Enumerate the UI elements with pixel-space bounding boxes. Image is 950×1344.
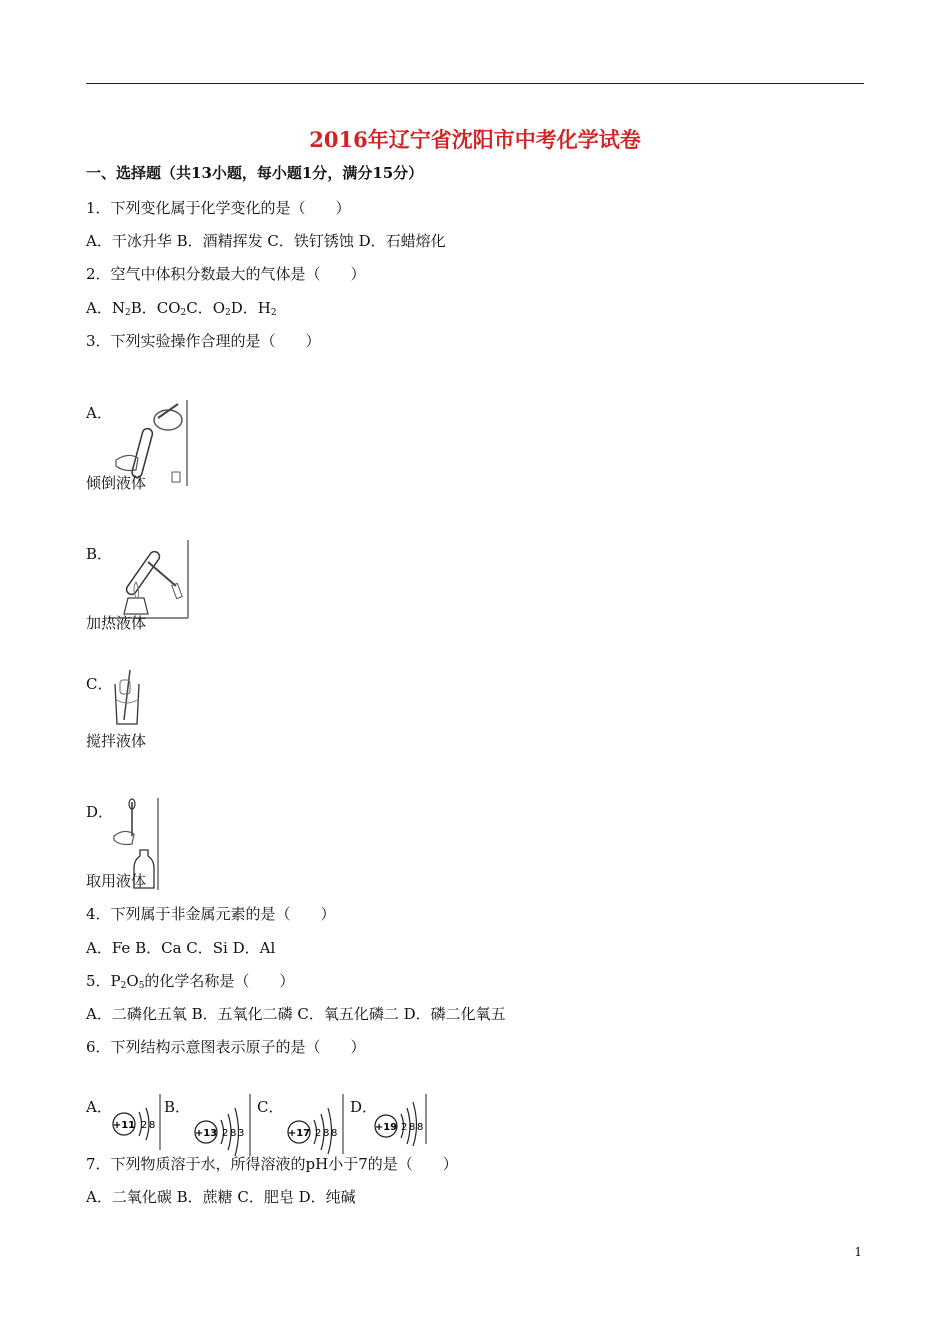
q7-options: A．二氧化碳 B．蔗糖 C．肥皂 D．纯碱 [86, 1188, 356, 1206]
atom-c-shell-1: 2 [315, 1128, 322, 1139]
q3-option-b-caption: 加热液体 [86, 614, 147, 632]
q5-options: A．二磷化五氧 B．五氧化二磷 C．氧五化磷二 D．磷二化氧五 [86, 1005, 506, 1023]
q2-options: A．$N_2B$．$CO_2C$．$O_2D$．$H_2$ [86, 299, 277, 318]
q6-option-d-letter: D． [350, 1098, 378, 1116]
q3-option-a-letter: A． [86, 404, 112, 422]
q1-options: A．干冰升华 B．酒精挥发 C．铁钉锈蚀 D．石蜡熔化 [86, 232, 446, 250]
atom-b-nucleus: +13 [194, 1128, 218, 1139]
atom-diagram-b [186, 1094, 252, 1158]
q6-option-a-letter: A． [86, 1098, 112, 1116]
atom-d-shell-2: 8 [409, 1122, 416, 1133]
q4-stem: 4．下列属于非金属元素的是（ ） [86, 905, 336, 923]
q4-options: A．Fe B．Ca C．Si D．Al [86, 939, 276, 957]
q7-stem: 7．下列物质溶于水，所得溶液的pH小于7的是（ ） [86, 1155, 458, 1173]
q6-option-c-letter: C． [257, 1098, 284, 1116]
stirring-liquid-figure [112, 670, 142, 728]
q3-option-d-letter: D． [86, 803, 114, 821]
page-number: 1 [854, 1245, 862, 1259]
atom-a-shell-1: 2 [141, 1120, 148, 1131]
q3-stem: 3．下列实验操作合理的是（ ） [86, 332, 321, 350]
atom-c-nucleus: +17 [287, 1128, 311, 1139]
q3-option-c-letter: C． [86, 675, 113, 693]
heating-liquid-figure [108, 540, 190, 620]
header-rule [86, 83, 864, 84]
page-title: 2016年辽宁省沈阳市中考化学试卷 [309, 127, 641, 152]
q3-option-b-letter: B． [86, 545, 113, 563]
atom-d-shell-1: 2 [401, 1122, 408, 1133]
atom-b-shell-1: 2 [222, 1128, 229, 1139]
q3-option-d-caption: 取用液体 [86, 872, 147, 890]
atom-d-shell-3: 8 [417, 1122, 424, 1133]
atom-c-shell-3: 8 [331, 1128, 338, 1139]
atom-diagram-c [279, 1094, 345, 1156]
q3-option-a-caption: 倾倒液体 [86, 474, 147, 492]
q2-stem: 2．空气中体积分数最大的气体是（ ） [86, 265, 366, 283]
atom-d-nucleus: +19 [374, 1122, 398, 1133]
atom-b-shell-3: 3 [238, 1128, 245, 1139]
atom-a-nucleus: +11 [112, 1120, 136, 1131]
q5-stem: 5．$P_2O_5$的化学名称是（ ） [86, 972, 295, 991]
atom-b-shell-2: 8 [230, 1128, 237, 1139]
q3-option-c-caption: 搅拌液体 [86, 732, 147, 750]
atom-c-shell-2: 8 [323, 1128, 330, 1139]
section-heading: 一、选择题（共13小题，每小题1分，满分15分） [86, 164, 424, 182]
atom-diagram-a [110, 1094, 162, 1150]
q1-stem: 1．下列变化属于化学变化的是（ ） [86, 199, 351, 217]
atom-diagram-d [366, 1094, 428, 1146]
q6-option-b-letter: B． [164, 1098, 191, 1116]
atom-a-shell-2: 8 [149, 1120, 156, 1131]
q6-stem: 6．下列结构示意图表示原子的是（ ） [86, 1038, 366, 1056]
